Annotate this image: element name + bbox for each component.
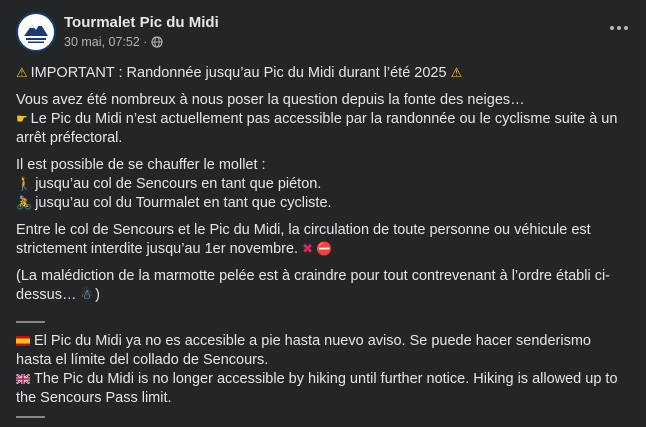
more-options-dot <box>624 26 628 30</box>
option-bike-line <box>16 194 630 213</box>
post-title: IMPORTANT : Randonnée jusqu’au Pic du Midi durant l’été 2025 <box>30 65 447 81</box>
cross-mark-icon: ✖ <box>302 242 314 257</box>
intro-paragraph <box>16 91 630 148</box>
marmotte-end: ) <box>95 287 100 303</box>
options-paragraph <box>16 156 630 213</box>
no-entry-icon: ⛔ <box>316 242 333 257</box>
intro-point-text: Le Pic du Midi n’est actuellement pas accessible par la randonnée ou le cyclisme suite à un arrêt préfectoral. <box>16 111 618 146</box>
english-line <box>16 370 630 408</box>
marmotte-paragraph <box>16 267 630 305</box>
warning-icon: ⚠ <box>16 66 28 81</box>
post-title-paragraph <box>16 64 630 83</box>
option-walk-text: jusqu’au col de Sencours en tant que piéton. <box>35 176 322 192</box>
post-date[interactable]: 30 mai, 07:52 <box>64 35 140 49</box>
restriction-text: Entre le col de Sencours et le Pic du Midi, la circulation de toute personne ou véhicule est strictement interdite jusqu’au 1er novembre. <box>16 222 591 257</box>
spanish-line <box>16 332 630 370</box>
marmotte-text: (La malédiction de la marmotte pelée est à craindre pour tout contrevenant à l’ordre établi ci-dessus… <box>16 268 611 303</box>
more-options-button[interactable] <box>606 18 632 38</box>
intro-point-line <box>16 110 630 148</box>
uk-flag-icon <box>16 374 30 384</box>
post-info <box>64 34 219 50</box>
options-intro: Il est possible de se chauffer le mollet : <box>16 157 266 173</box>
walking-person-icon: 🚶 <box>16 177 33 192</box>
spanish-text: El Pic du Midi ya no es accesible a pie hasta nuevo aviso. Se puede hacer senderismo hasta el límite del collado de Sencours. <box>16 333 591 368</box>
restriction-paragraph <box>16 221 630 259</box>
spain-flag-icon <box>16 336 30 346</box>
mountain-logo-icon <box>18 14 54 50</box>
page-avatar[interactable] <box>16 12 56 52</box>
separator-text: · <box>143 35 148 49</box>
divider-bottom: —— <box>16 409 45 425</box>
translations-paragraph <box>16 313 630 427</box>
globe-icon <box>151 36 163 48</box>
english-text: The Pic du Midi is no longer accessible by hiking until further notice. Hiking is allowed up to the Sencours Pass limit. <box>16 371 618 406</box>
post-header <box>16 12 630 52</box>
cyclist-icon: 🚴 <box>16 196 33 211</box>
intro-text: Vous avez été nombreux à nous poser la question depuis la fonte des neiges… <box>16 92 525 108</box>
post-body <box>16 64 630 427</box>
more-options-icon <box>610 26 614 30</box>
option-bike-text: jusqu’au col du Tourmalet en tant que cycliste. <box>35 195 332 211</box>
more-options-dot <box>617 26 621 30</box>
divider-top: —— <box>16 314 45 330</box>
warning-icon: ⚠ <box>450 66 463 81</box>
marmot-icon: ☃ <box>80 288 93 303</box>
post-meta <box>64 14 219 50</box>
pointing-hand-icon: ☛ <box>16 112 28 127</box>
page-name-link[interactable]: Tourmalet Pic du Midi <box>64 14 219 31</box>
option-walk-line <box>16 175 630 194</box>
